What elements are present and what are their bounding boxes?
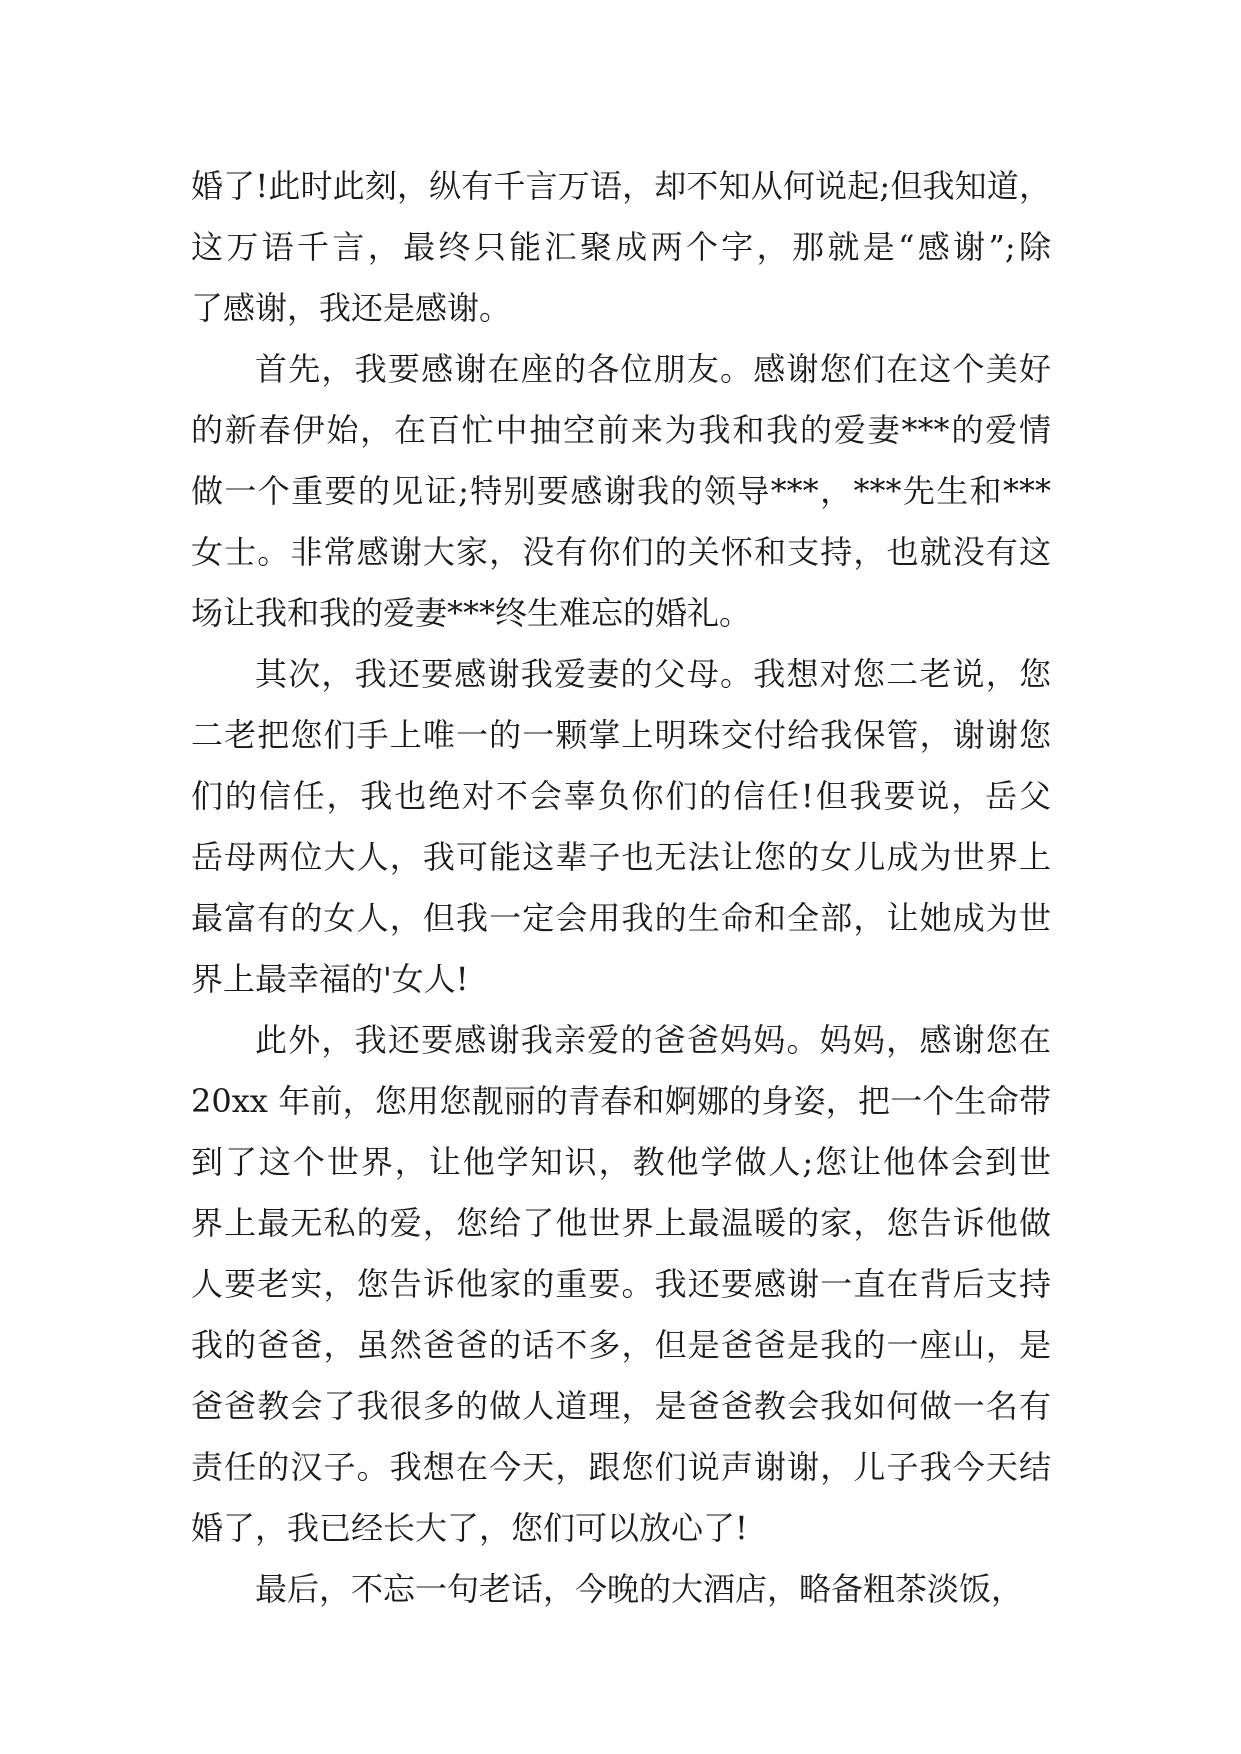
text-line: 到了这个世界，让他学知识，教他学做人;您让他体会到世 bbox=[191, 1143, 1051, 1181]
text-line: 了感谢，我还是感谢。 bbox=[191, 289, 512, 327]
paragraph-start-line: 此外，我还要感谢我亲爱的爸爸妈妈。妈妈，感谢您在 bbox=[255, 1021, 1051, 1059]
text-line: 20xx 年前，您用您靓丽的青春和婀娜的身姿，把一个生命带 bbox=[191, 1082, 1051, 1120]
text-line: 女士。非常感谢大家，没有你们的关怀和支持，也就没有这 bbox=[191, 533, 1051, 571]
text-line: 这万语千言，最终只能汇聚成两个字，那就是“感谢”;除 bbox=[191, 228, 1051, 266]
paragraph-start-line: 首先，我要感谢在座的各位朋友。感谢您们在这个美好 bbox=[255, 350, 1051, 388]
text-line: 婚了!此时此刻，纵有千言万语，却不知从何说起;但我知道， bbox=[191, 167, 1051, 205]
text-line: 们的信任，我也绝对不会辜负你们的信任!但我要说，岳父 bbox=[191, 777, 1051, 815]
text-line: 岳母两位大人，我可能这辈子也无法让您的女儿成为世界上 bbox=[191, 838, 1051, 876]
text-line: 人要老实，您告诉他家的重要。我还要感谢一直在背后支持 bbox=[191, 1265, 1051, 1303]
text-line: 二老把您们手上唯一的一颗掌上明珠交付给我保管，谢谢您 bbox=[191, 716, 1051, 754]
text-line: 做一个重要的见证;特别要感谢我的领导***，***先生和*** bbox=[191, 472, 1051, 510]
text-line: 我的爸爸，虽然爸爸的话不多，但是爸爸是我的一座山，是 bbox=[191, 1326, 1051, 1364]
text-line: 责任的汉子。我想在今天，跟您们说声谢谢，儿子我今天结 bbox=[191, 1448, 1051, 1486]
speech-text bbox=[191, 156, 1051, 1620]
text-line: 界上最幸福的'女人! bbox=[191, 960, 469, 998]
text-line: 界上最无私的爱，您给了他世界上最温暖的家，您告诉他做 bbox=[191, 1204, 1051, 1242]
text-line: 婚了，我已经长大了，您们可以放心了! bbox=[191, 1509, 748, 1547]
text-line: 场让我和我的爱妻***终生难忘的婚礼。 bbox=[191, 594, 752, 632]
text-line: 最富有的女人，但我一定会用我的生命和全部，让她成为世 bbox=[191, 899, 1051, 937]
paragraph-start-line: 最后，不忘一句老话，今晚的大酒店，略备粗茶淡饭， bbox=[255, 1570, 1024, 1608]
text-line: 的新春伊始，在百忙中抽空前来为我和我的爱妻***的爱情 bbox=[191, 411, 1051, 449]
text-line: 爸爸教会了我很多的做人道理，是爸爸教会我如何做一名有 bbox=[191, 1387, 1051, 1425]
paragraph-start-line: 其次，我还要感谢我爱妻的父母。我想对您二老说，您 bbox=[255, 655, 1051, 693]
